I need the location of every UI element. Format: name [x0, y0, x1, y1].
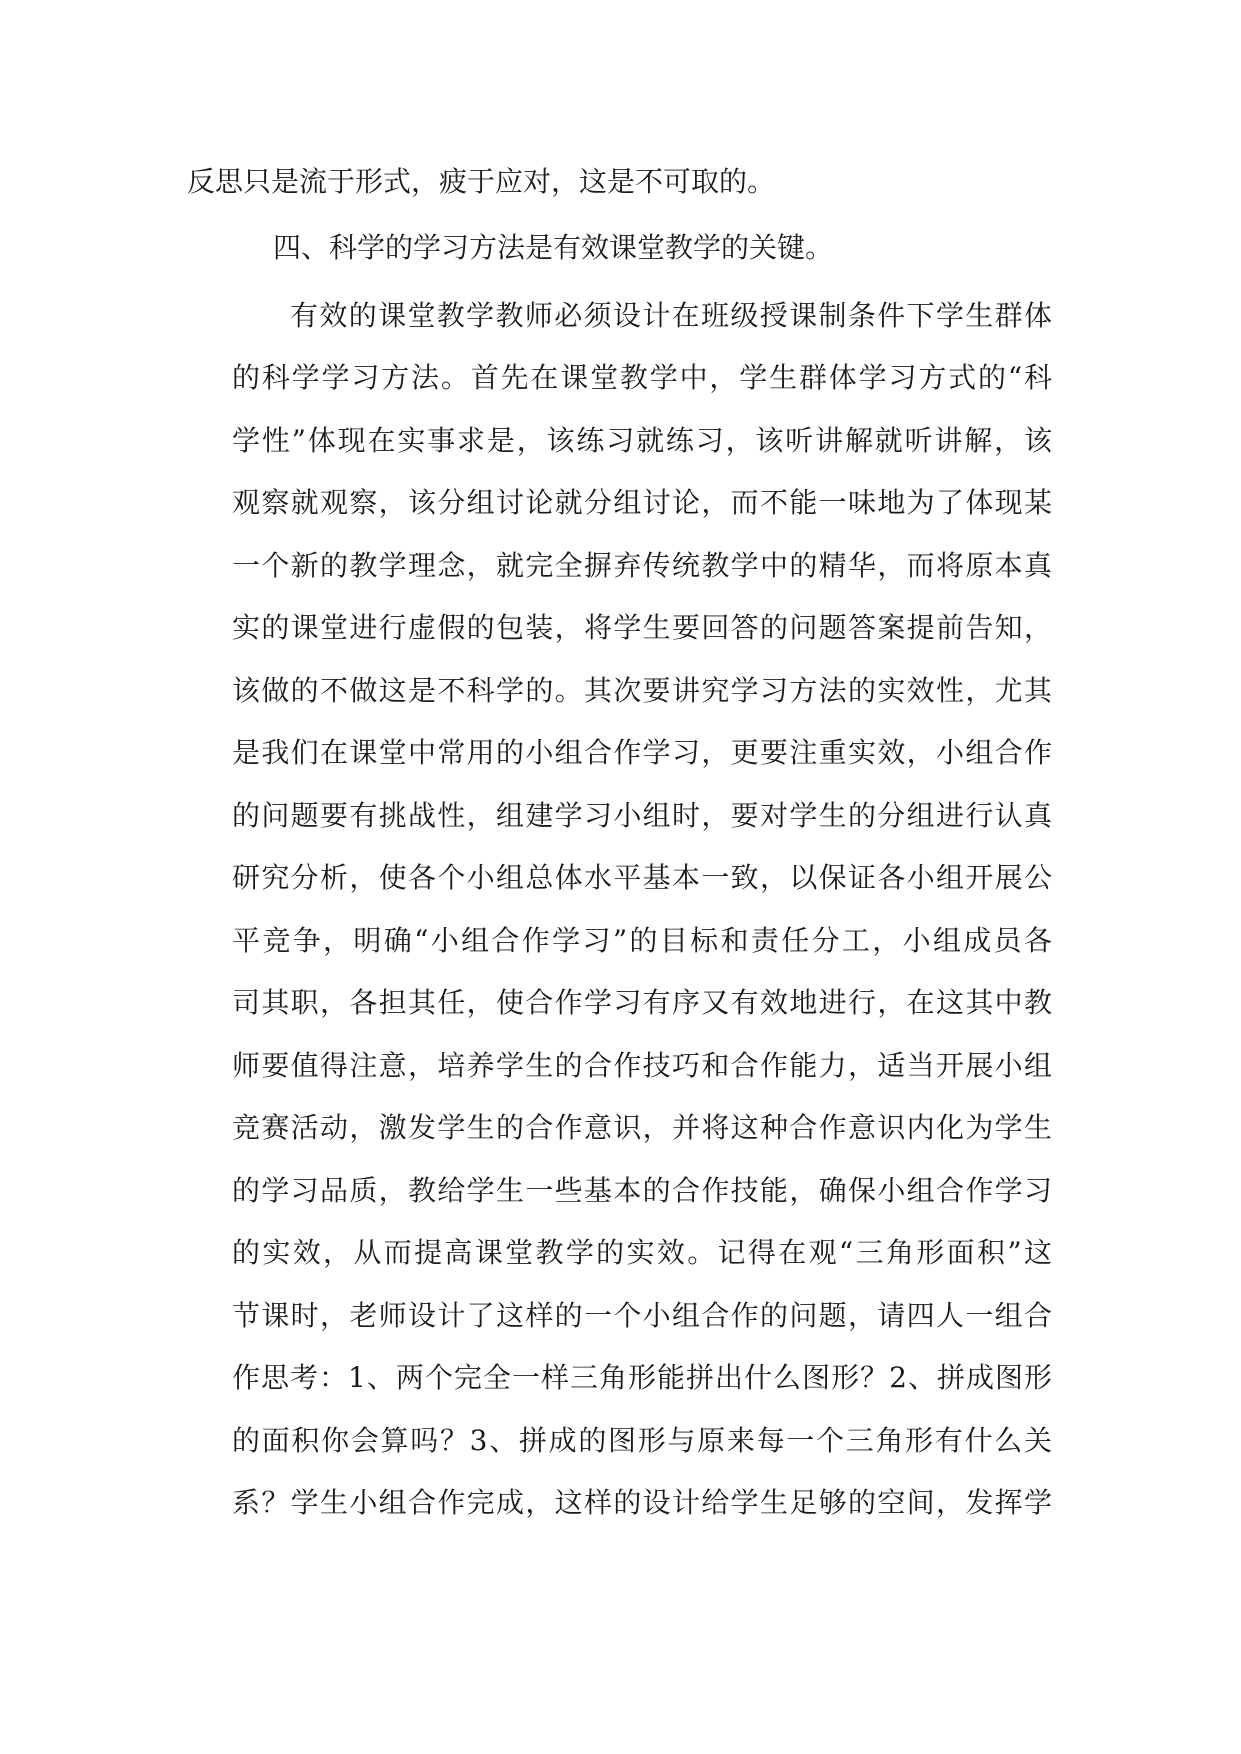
paragraph-line: 师要值得注意，培养学生的合作技巧和合作能力，适当开展小组: [232, 1049, 1052, 1082]
paragraph-line: 的学习品质，教给学生一些基本的合作技能，确保小组合作学习: [232, 1174, 1052, 1207]
paragraph-line: 该做的不做这是不科学的。其次要讲究学习方法的实效性，尤其: [232, 674, 1052, 707]
paragraph-line: 一个新的教学理念，就完全摒弃传统教学中的精华，而将原本真: [232, 549, 1052, 582]
paragraph-line: 实的课堂进行虚假的包装，将学生要回答的问题答案提前告知，: [232, 611, 1052, 644]
paragraph-line: 节课时，老师设计了这样的一个小组合作的问题，请四人一组合: [232, 1299, 1052, 1332]
paragraph-line: 学性”体现在实事求是，该练习就练习，该听讲解就听讲解，该: [232, 424, 1052, 457]
paragraph-line: 作思考：1、两个完全一样三角形能拼出什么图形？2、拼成图形: [232, 1361, 1052, 1394]
paragraph-line: 司其职，各担其任，使合作学习有序又有效地进行，在这其中教: [232, 986, 1052, 1019]
section-heading: 四、科学的学习方法是有效课堂教学的关键。: [273, 231, 834, 264]
paragraph-line: 的面积你会算吗？3、拼成的图形与原来每一个三角形有什么关: [232, 1424, 1052, 1457]
paragraph-line: 反思只是流于形式，疲于应对，这是不可取的。: [187, 165, 776, 198]
paragraph-line: 的问题要有挑战性，组建学习小组时，要对学生的分组进行认真: [232, 799, 1052, 832]
paragraph-line: 系？学生小组合作完成，这样的设计给学生足够的空间，发挥学: [232, 1486, 1052, 1519]
paragraph-line: 的科学学习方法。首先在课堂教学中，学生群体学习方式的“科: [232, 361, 1052, 394]
paragraph-line: 研究分析，使各个小组总体水平基本一致，以保证各小组开展公: [232, 861, 1052, 894]
paragraph-line: 观察就观察，该分组讨论就分组讨论，而不能一味地为了体现某: [232, 486, 1052, 519]
paragraph-line: 有效的课堂教学教师必须设计在班级授课制条件下学生群体: [290, 299, 1052, 332]
paragraph-line: 平竞争，明确“小组合作学习”的目标和责任分工，小组成员各: [232, 924, 1052, 957]
paragraph-line: 是我们在课堂中常用的小组合作学习，更要注重实效，小组合作: [232, 736, 1052, 769]
paragraph-line: 竞赛活动，激发学生的合作意识，并将这种合作意识内化为学生: [232, 1111, 1052, 1144]
paragraph-line: 的实效，从而提高课堂教学的实效。记得在观“三角形面积”这: [232, 1236, 1052, 1269]
